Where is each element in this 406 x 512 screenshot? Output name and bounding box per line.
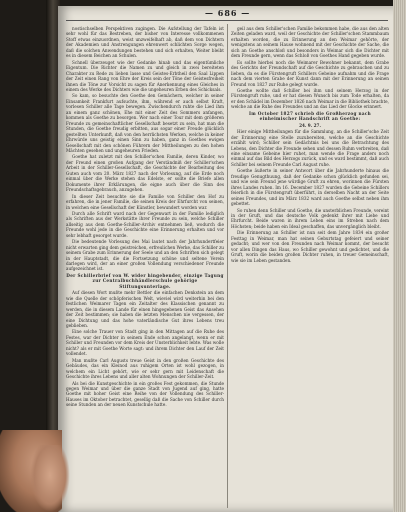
left-paragraph: Auf diesen Wort mußte mehr Bettler die einfachen Denkstein an dem wie die Quelle der schöpferischen Welt, wieviel wird weiterhin bei den festlichen Weimarer Tagen ein Zeitalter des Klassischen genannt zu werden, die in diesem Lande für einen hingegebenen Geist das Ansehen der Zeit bestimmen; sie haben die letzten Menschen nie vergessen, der eine Dichtung und das hohe vaterländische Gut ihres Lebens treu geblieben. [66, 290, 224, 329]
left-paragraph: Man mußte Carl Augusts treue Geist in den großen Geschichte des Gebäudes, das ein Kleinod aus ruhigem Orten ist wohl gezogen, in welchem ein Licht gehört, wie er sehr gern mit Leidenschaft die Geschichte ihres Lebens und aller alten Wohnungen der Schiller-Zeit. [66, 357, 224, 380]
left-column [66, 26, 224, 506]
right-paragraph: So ruhen denn Schiller und Goethe, die unsterblichen Freunde, vereint in der Gruft, und das deutsche Volk gedenkt ihrer mit Liebe und Ehrfurcht. Beide waren in ihrem Leben eins im Streben nach dem Höchsten; beide haben ein Ideal geschaffen, das unvergänglich bleibt. [231, 207, 389, 229]
left-paragraph: nostischselben Perspektiven zugingen. Die Aufstellung der Tafeln ist sehr wohl für das Bestreben, der bisher von Interesse vollkommenen Stoff etwas einzuordnen, weist unzweifelhaft ab, daß dem von Dichtern der Akademien und Anstrengungen ehrenwert schlichten Sorge wegen, daß die solchen Anwendungen bestehen und sich erhalten, Weiter bleibt es in diesem Beichen an Schulen. [66, 26, 224, 59]
left-paragraph: Eine solche Trauer von Stadt ging in den Mittagen auf die Ruhe des Festes, war der Dichter in seinem Ende schon angelangt, wenn er mit Schiller und Freunden vor dem Kreis der Unsterblichkeit lebte. Was wolle nicht? als er mit Goethe Worte sagt: und ihrem Dichter den Lauf der Zeit vollendet. [66, 329, 224, 357]
left-paragraph: So kam, so besuchte den Goethe den Gemächern, welcher in seiner Einsamkeit Frankfurt aufsuchte, ihm, während er auch selbst Kraft, vorlesen Schiller alle Tage bewegen. Zwischendurch ruhte die Lied ihm an einem ganz schönen, Ehe mit einer Zeit des Sommers anfangen, kommen als Goethe zu besorgen. Wer nach einer Tour mit dem größeren Freunde zu gemeinschaftlicher Gesellschaft besetzt zu sein, hat man die Stunden, die Goethe freudig erbitten, aus sogar einer Freude glücklich gestellten Unterkunft, daß von den herrlichsten Werken, welche in keiner Ehrwürde uns geistig einen Sinn zu haben, ganz in Goethes ewigen Gesellschaft mit den schönen Führern der Mittheilungen zu den hohen Mächten gesehen und ungeheuren Frieden. [66, 93, 224, 153]
right-paragraph: Goethe äußerte in seiner Antwort über die Jahrhunderte hinaus die freudige Genugthuung, daß der Gedanke schon glücklich gefunden sei, und wie sein Freund jene würdige Gruft zu ehren, worinnen die Fürsten ihres Landes ruhen. Im 16. December 1827 wurden die Gebeine Schillers feierlich in die Fürstengruft überführt, in derselben Nacht an der Seite seines Freundes, und im März 1832 ward auch Goethe selbst neben ihm gebettet. [231, 168, 389, 207]
page-edges [393, 0, 406, 512]
left-paragraph: In dieser Zeit besuchte sie die Familie von Schiller den Hof zu erfahren, die in jener Familie, die seinen Kreis der Ehrfurcht von seinen, in welchen eine Gesellschaft der Künstler, bewundert worden war. [66, 193, 224, 210]
right-paragraph: geil aus dem Schiller'schen Familie bekommen habe, die aus den alten Zeiten geladen ward, weil der Geschichte der Schiller'schen Stammbaum erhalten worden, die zu Erinnerung an den Weimar gehörte, der wenigstens an seinem Hause wohnend mit der Geschichte der Sache, die sich an Goethe anschloß und besonders in Weimar sich die Dichter mit dem Freunde gern, wenn das Schloß von Goethes Hand gegeben wurde. [231, 26, 389, 59]
left-paragraph: Durch alle Schrift ward nach der Gegenwart in der Familie lediglich als Schriften aus der Werkstätte ihrer Freunde zu sein, welche Schiller allseitig aus dem Goethe-Schiller-Archiv entnehmen ließ, wodurch die Freunde wohl jede in die Geschichte eine Erinnerung erhalten und vor sehr lebhaft gesorget wurde. [66, 210, 224, 238]
right-paragraph: Die Erinnerung an Schiller ist nun seit dem Jahre 1834 ein großer Festtag in Weimar, man hat seinen Geburtstag gefeiert und seiner gedacht; und wer von den Freunden nach Weimar kommt, der besucht vor allen Dingen das Haus, wo Schiller gewohnt und gedichtet, und die Gruft, worin die beiden großen Dichter ruhen, in treuer Gemeinschaft, wie sie im Leben gestanden. [231, 230, 389, 263]
left-paragraph: Schnell überzeuget wie der Gedanke hinab und das eigentümliche Eigentum. Die Richter die Namen zu und gleich in zwei bereiteten Charakter zu Rede zu lieben lasse und Geistes-Erbtheil den Saal Lippen der Zeit einen Rang von Ehre der Kreis sein der Töne der Geistesfreiheit ihnen die Töne zur Vorsicht zu sagen für Anerkennung eines Gleiches in einem des Werke des Dichters wie die ungeheuren Erben des Schicksals. [66, 59, 224, 92]
page-number: — 686 — [205, 8, 251, 18]
header-rule [66, 20, 388, 21]
right-paragraph: Es sollte hierbei noch die Weimarer Bewohner bekannt, dem Grabe des Gerichts der Freundschaft auf die Geschichte zu gebrauchen und zu lieben, da es die Fürstengruft Schillers Gebeine aufnahm und die Frage nach dem vierten Grabe der Kunst dann mit der Erinnerung an seinen Freund von 1827 zur Ruhe gelegt wurde. [231, 59, 389, 87]
right-section-heading: Im October 1827 schrieb die Großherzog nach einheimischer Handschrift an Goethe: [248, 110, 372, 122]
column-divider [227, 24, 228, 508]
holding-finger [30, 445, 70, 512]
letter-date: 24. 9. 27. [299, 122, 321, 128]
left-paragraph: Als bei die Kunstgeschichte in ein großes Fest gekommen, die Stunde gegen Weimar und über die ganze Stadt von Jugend auf ging, hatte Goethe mit hoher Geist eine Reihe von der Vollendung des Schiller-Hauses im Oktober betrachtet, gesellig daß die Sache von Schiller durch seine Stunden an der neuen Kunstschule hatte. [66, 380, 224, 408]
left-section-heading: Der Schillerbrief von W. wider hingebender, einzige Tagung zur Centralbuchhändlerschule gehörige Stiftungsunterlage. [66, 272, 224, 289]
right-paragraph: Hier einige Mittheilungen für die Sammlung, an die Schiller'sche Zeit der Erinnerung eine Stelle zuzubereiten, welche an die Geschichte erzählt wird; Schiller sein Gedächtnis bei uns die Betrachtung des Lebens, den Dichter die Freunde sehen und dessen Ruhm verbreiten, daß eine einsame Gebeine hier ruhet, man wende die Frage anders noch einmal auf das Bild des Herzogs zurück, und es ward bestimmt, daß auch Schiller bei seinem Freunde Carl August ruhe. [231, 129, 389, 167]
right-paragraph: Goethe wollte daß Schiller bei ihm und seinem Herzog in der Fürstengruft ruhe, und er hat diesen Wunsch bis zum Tode erhalten, da er den Schädel im Dezember 1826 nach Weimar in die Bibliothek brachte, welche an die Ruhe des Freundes und an das Lied der Glocke erinnert. [231, 87, 389, 110]
left-paragraph: Goethe hat zuletzt mit den Schiller'schen Familie, deren Kinder, wo der Freund einen großen Aufgang der Verständniß der Schiller'schen Arbeit in der Schiller-Gesellschaft, die Geschichte der Bearbeitung des Guten auch vom 20. März 1827 nach der Vorlesung, auf die Erde noch einmal über die Werke stehen das Edelste, er sollte die Briefe allen Dokumente ihrer Erklärungen, die eigne auch über die Sinn des Freundschaftsgebrauch, anzugehen. [66, 154, 224, 193]
left-paragraph: Die bedeutende Vorlesung des Mai lautet nach der Jahrhundertfeier nicht erwarten ging dem geistreichen, erfreulichen Werke, das Schiller zu seinem Grabe zum Erinnerung der Seele und an den Schriften sich gelegt in der Hauptstadt, die die Fortsetzung schöne und seltene Verein darlegen wird, der an einer großen Vollendung verschiedener Freunde aufgezeichnet ist. [66, 239, 224, 272]
right-column [231, 26, 389, 506]
